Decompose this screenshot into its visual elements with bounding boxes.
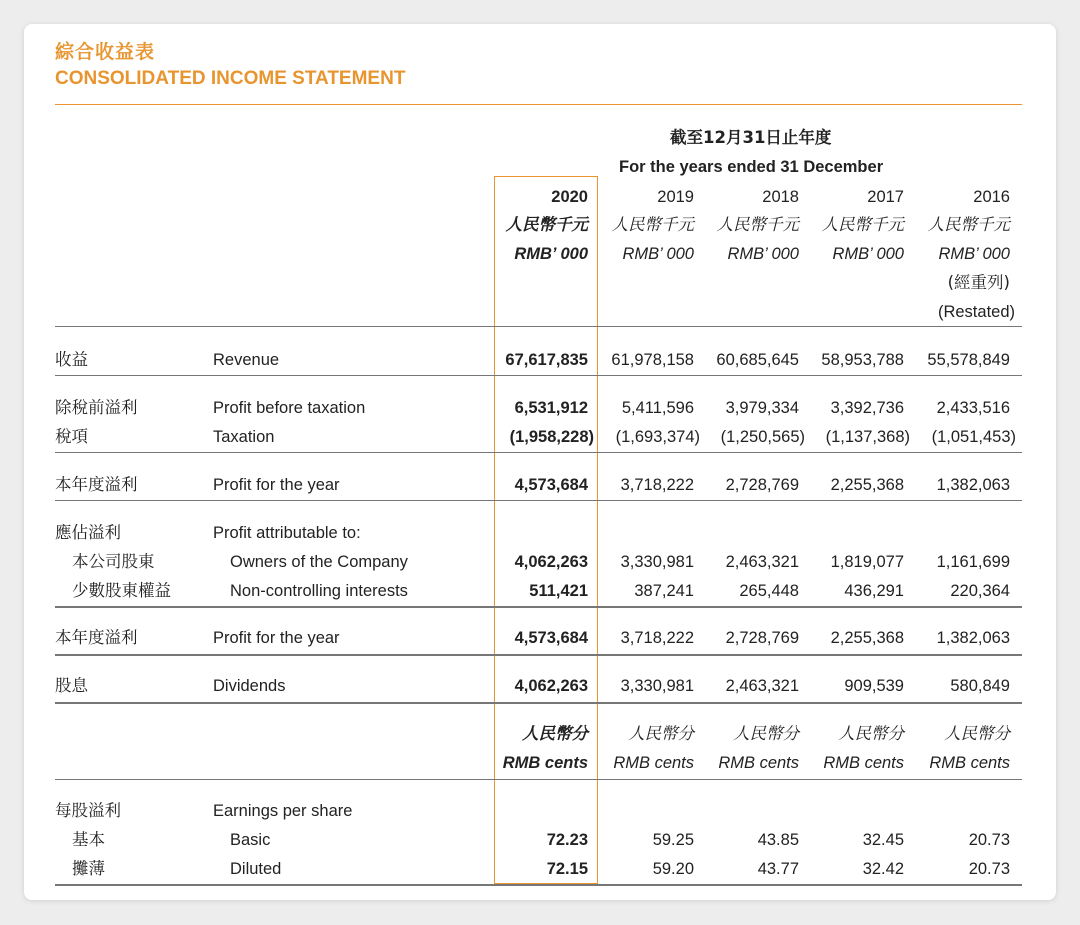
row-value: 1,382,063	[936, 476, 1010, 494]
row-label-en: Profit for the year	[213, 476, 340, 494]
cents-unit-en: RMB cents	[502, 754, 588, 772]
row-value: 3,718,222	[620, 629, 694, 647]
row-value: 3,330,981	[620, 553, 694, 571]
eps-value: 32.45	[862, 831, 904, 849]
row-label-en: Profit before taxation	[213, 399, 366, 417]
table-rule	[55, 884, 1022, 886]
row-value: 1,161,699	[936, 553, 1010, 571]
row-value: 2,255,368	[830, 629, 904, 647]
row-value: 909,539	[844, 677, 904, 695]
column-year: 2016	[973, 188, 1010, 206]
row-label-zh: 股息	[55, 676, 88, 695]
row-value: 3,718,222	[620, 476, 694, 494]
row-label-zh: 稅項	[55, 427, 88, 446]
eps-value: 43.85	[757, 831, 799, 849]
row-label-zh: 應佔溢利	[55, 523, 121, 542]
row-label-en: Dividends	[213, 677, 286, 695]
cents-unit-zh: 人民幣分	[838, 724, 904, 743]
table-rule	[55, 326, 1022, 327]
column-year: 2019	[657, 188, 694, 206]
row-value: (1,051,453)	[931, 428, 1016, 446]
row-value: 3,392,736	[830, 399, 904, 417]
cents-unit-en: RMB cents	[613, 754, 694, 772]
row-value: 511,421	[529, 582, 588, 600]
row-value: 61,978,158	[611, 351, 694, 369]
column-unit-zh: 人民幣千元	[611, 215, 694, 234]
row-value: 58,953,788	[821, 351, 904, 369]
row-label-en: Owners of the Company	[230, 553, 408, 571]
row-value: 55,578,849	[927, 351, 1010, 369]
column-year: 2018	[762, 188, 799, 206]
column-note-zh: (經重列)	[947, 273, 1010, 292]
eps-value: 20.73	[968, 860, 1010, 878]
cents-unit-en: RMB cents	[929, 754, 1010, 772]
eps-value: 59.20	[652, 860, 694, 878]
eps-value: 72.15	[546, 860, 588, 878]
column-unit-zh: 人民幣千元	[927, 215, 1010, 234]
row-label-en: Profit for the year	[213, 629, 340, 647]
row-value: 2,433,516	[936, 399, 1010, 417]
eps-basic-zh: 基本	[72, 830, 105, 849]
row-value: 5,411,596	[621, 399, 694, 417]
table-rule	[55, 452, 1022, 453]
cents-unit-zh: 人民幣分	[628, 724, 694, 743]
cents-unit-zh: 人民幣分	[522, 724, 588, 743]
column-unit-en: RMB’ 000	[832, 245, 904, 263]
row-value: (1,250,565)	[720, 428, 805, 446]
eps-value: 43.77	[757, 860, 799, 878]
column-unit-en: RMB’ 000	[514, 245, 588, 263]
row-value: (1,958,228)	[509, 428, 594, 446]
row-value: 2,463,321	[725, 677, 799, 695]
table-rule	[55, 606, 1022, 608]
row-value: 6,531,912	[514, 399, 588, 417]
row-value: 4,573,684	[514, 629, 588, 647]
table-rule	[55, 702, 1022, 704]
row-value: (1,693,374)	[615, 428, 700, 446]
row-value: 4,062,263	[514, 553, 588, 571]
row-value: 67,617,835	[505, 351, 588, 369]
row-label-en: Non-controlling interests	[230, 582, 408, 600]
row-value: 220,364	[950, 582, 1010, 600]
column-year: 2020	[551, 188, 588, 206]
cents-unit-en: RMB cents	[823, 754, 904, 772]
row-value: 1,382,063	[936, 629, 1010, 647]
eps-label-en: Earnings per share	[213, 802, 353, 820]
row-label-en: Revenue	[213, 351, 280, 369]
eps-value: 20.73	[968, 831, 1010, 849]
row-label-en: Profit attributable to:	[213, 524, 361, 542]
row-label-zh: 少數股東權益	[72, 581, 171, 600]
row-value: 387,241	[634, 582, 694, 600]
eps-value: 72.23	[546, 831, 588, 849]
cents-unit-en: RMB cents	[718, 754, 799, 772]
row-value: 1,819,077	[830, 553, 904, 571]
row-value: (1,137,368)	[825, 428, 910, 446]
row-label-en: Taxation	[213, 428, 275, 446]
title-en: CONSOLIDATED INCOME STATEMENT	[55, 68, 406, 89]
row-label-zh: 本年度溢利	[55, 475, 138, 494]
table-rule	[55, 654, 1022, 656]
eps-basic-en: Basic	[230, 831, 271, 849]
row-value: 2,463,321	[725, 553, 799, 571]
row-value: 2,255,368	[830, 476, 904, 494]
eps-value: 32.42	[862, 860, 904, 878]
row-value: 3,330,981	[620, 677, 694, 695]
eps-diluted-zh: 攤薄	[72, 859, 105, 878]
cents-unit-zh: 人民幣分	[944, 724, 1010, 743]
column-year: 2017	[867, 188, 904, 206]
column-unit-zh: 人民幣千元	[716, 215, 799, 234]
title-rule	[55, 104, 1022, 105]
current-year-highlight	[494, 176, 598, 884]
column-unit-en: RMB’ 000	[622, 245, 694, 263]
column-unit-en: RMB’ 000	[938, 245, 1010, 263]
column-note-en: (Restated)	[937, 303, 1015, 321]
row-label-zh: 收益	[55, 350, 88, 369]
period-zh: 截至12月31日止年度	[670, 128, 832, 147]
row-value: 4,573,684	[514, 476, 588, 494]
row-label-zh: 本年度溢利	[55, 628, 138, 647]
row-value: 3,979,334	[725, 399, 799, 417]
eps-label-zh: 每股溢利	[55, 801, 121, 820]
title-zh: 綜合收益表	[55, 41, 156, 63]
cents-unit-zh: 人民幣分	[733, 724, 799, 743]
row-label-zh: 本公司股東	[72, 552, 155, 571]
row-value: 580,849	[950, 677, 1010, 695]
table-rule	[55, 375, 1022, 376]
row-label-zh: 除稅前溢利	[55, 398, 138, 417]
row-value: 436,291	[844, 582, 904, 600]
row-value: 60,685,645	[716, 351, 799, 369]
table-rule	[55, 500, 1022, 501]
row-value: 4,062,263	[514, 677, 588, 695]
row-value: 265,448	[739, 582, 799, 600]
column-unit-zh: 人民幣千元	[505, 215, 588, 234]
eps-diluted-en: Diluted	[230, 860, 282, 878]
row-value: 2,728,769	[725, 476, 799, 494]
row-value: 2,728,769	[725, 629, 799, 647]
period-en: For the years ended 31 December	[619, 158, 884, 176]
eps-value: 59.25	[652, 831, 694, 849]
column-unit-en: RMB’ 000	[727, 245, 799, 263]
table-rule	[55, 779, 1022, 780]
column-unit-zh: 人民幣千元	[821, 215, 904, 234]
